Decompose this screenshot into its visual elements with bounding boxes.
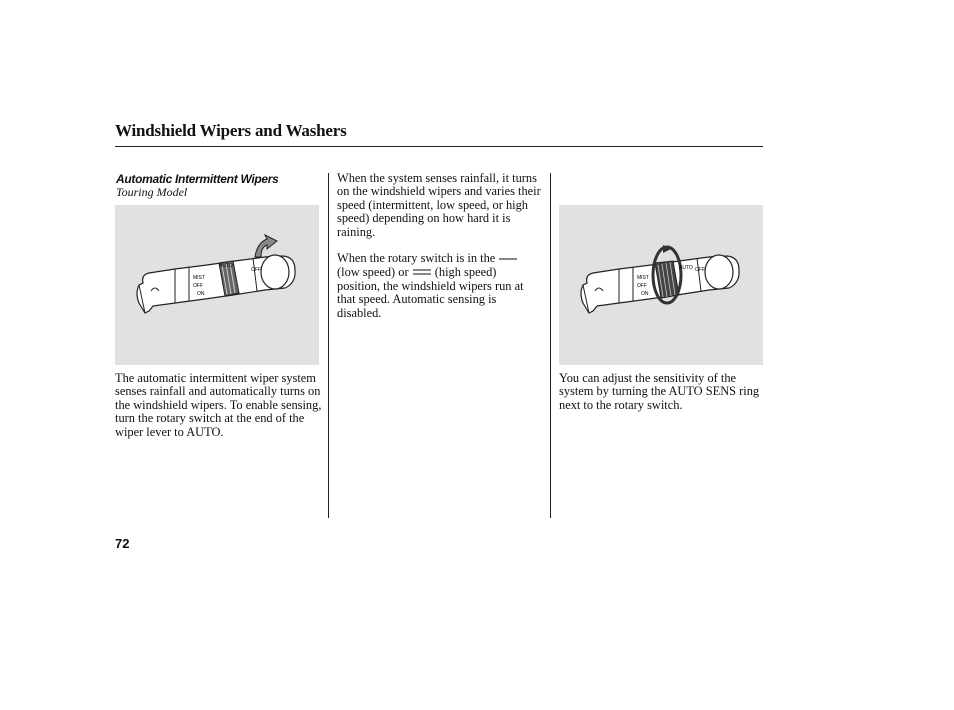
p2-part2: (low speed) or [337, 264, 409, 279]
fig2-label-off-2: OFF [695, 267, 705, 273]
wiper-lever-figure-1 [115, 205, 319, 365]
body-text-col1: The automatic intermittent wiper system senses rainfall and automatically turns on the windshield wipers. To enable sensing, turn the rotary switch at the end of the wiper lever to AUTO. [115, 371, 322, 439]
fig2-label-mist: MIST [637, 275, 649, 281]
model-label: Touring Model [116, 185, 188, 199]
column-divider-1 [328, 173, 329, 518]
fig2-label-auto: AUTO [679, 265, 693, 271]
section-subtitle: Automatic Intermittent Wipers [116, 172, 279, 186]
body-text-col2-p1: When the system senses rainfall, it turns on the windshield wipers and varies their speed (intermittent, low speed, or high speed) depending on how hard it is raining. [337, 171, 541, 239]
body-text-col2-p2 [337, 252, 542, 320]
fig2-label-on: ON [641, 291, 649, 297]
page-title: Windshield Wipers and Washers [115, 121, 347, 140]
fig-label-off-2: OFF [251, 267, 261, 273]
page-number: 72 [115, 536, 130, 551]
fig2-label-off: OFF [637, 283, 647, 289]
column-divider-2 [550, 173, 551, 518]
double-line-icon [412, 266, 432, 279]
wiper-lever-figure-2 [559, 205, 763, 365]
body-text-col3: You can adjust the sensitivity of the system by turning the AUTO SENS ring next to the rotary switch. [559, 371, 760, 412]
fig-label-on: ON [197, 291, 205, 297]
wiper-lever-illustration [115, 205, 319, 365]
header-rule [115, 146, 763, 147]
fig-label-auto: AUTO [219, 263, 233, 269]
fig-label-off: OFF [193, 283, 203, 289]
p2-part3: (high speed) position, the windshield wipers run at that speed. Automatic sensing is disabled. [337, 264, 524, 320]
single-line-icon [498, 252, 518, 265]
auto-sens-illustration [559, 205, 763, 365]
fig-label-mist: MIST [193, 275, 205, 281]
p2-part1: When the rotary switch is in the [337, 251, 496, 265]
